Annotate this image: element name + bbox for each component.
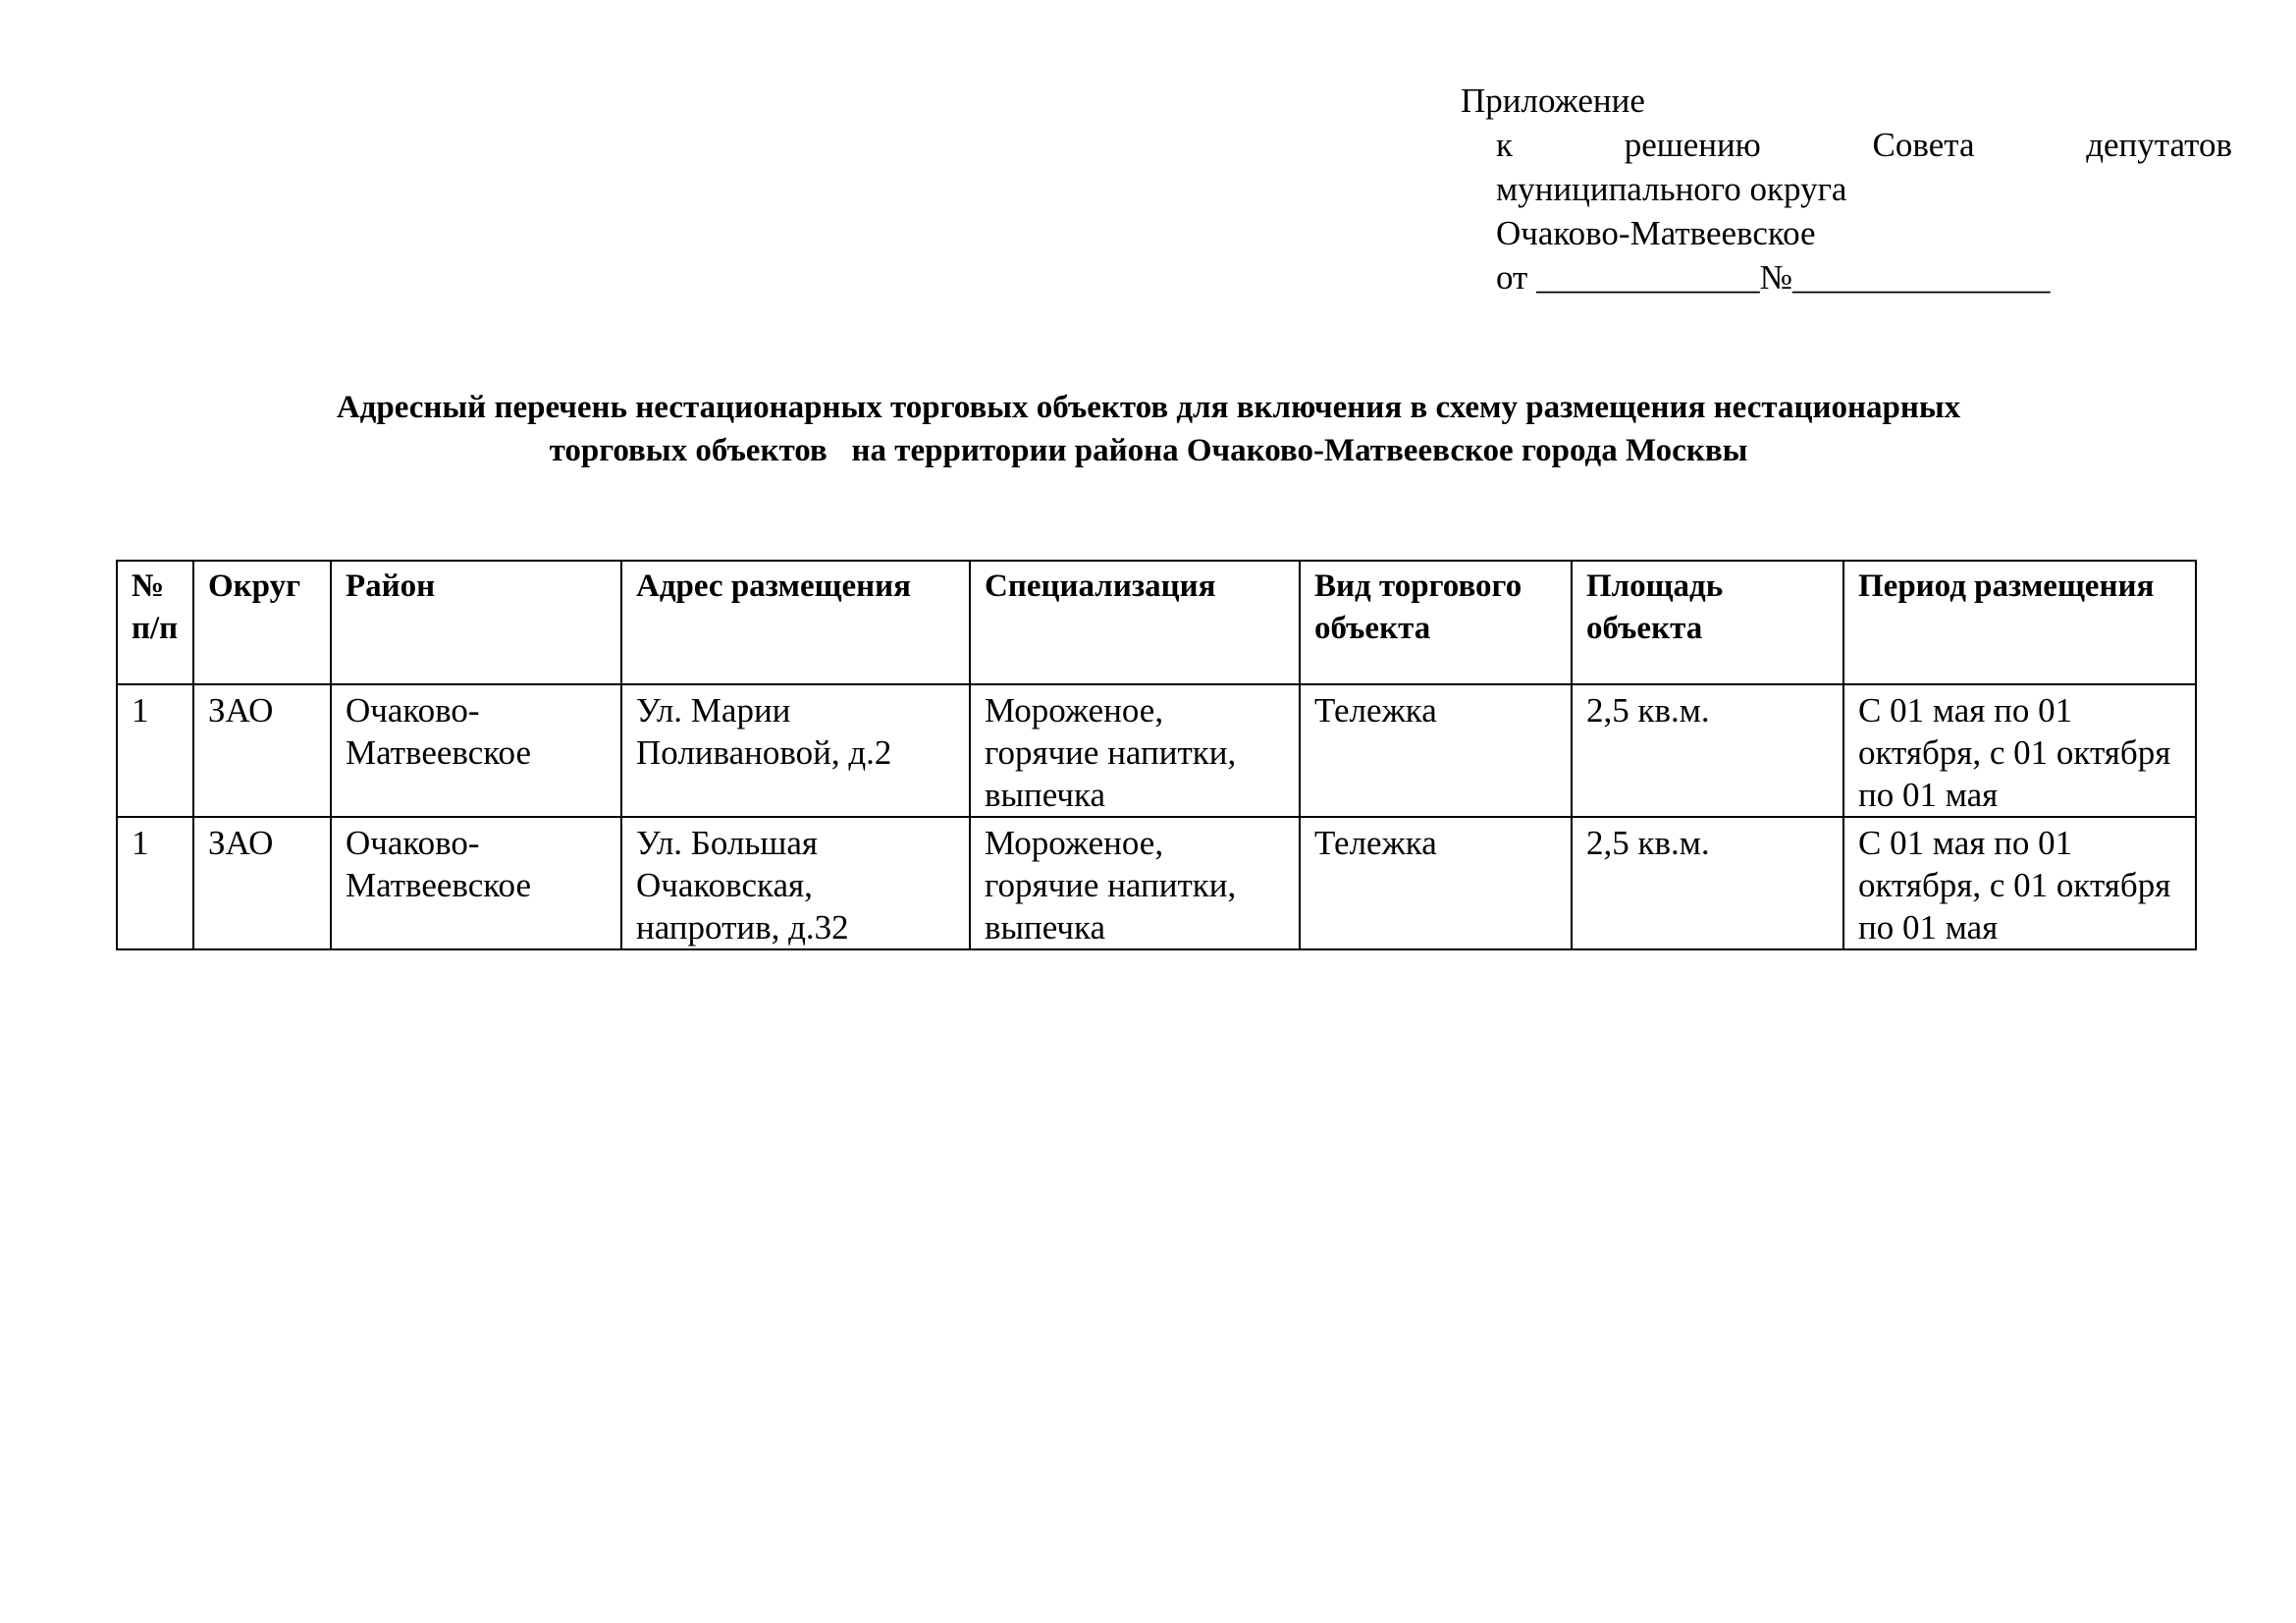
cell-number: 1 bbox=[117, 684, 193, 817]
cell-period: С 01 мая по 01 октября, с 01 октября по 01 мая bbox=[1843, 817, 2196, 949]
cell-district: Очаково-Матвеевское bbox=[331, 684, 621, 817]
table-header-row bbox=[117, 561, 2196, 684]
appendix-municipal-line: муниципального округа bbox=[1496, 170, 1847, 208]
appendix-word: к bbox=[1496, 126, 1514, 164]
cell-specialization: Мороженое, горячие напитки, выпечка bbox=[970, 684, 1300, 817]
cell-okrug: ЗАО bbox=[193, 817, 331, 949]
header-period: Период размещения bbox=[1843, 561, 2196, 684]
cell-specialization: Мороженое, горячие напитки, выпечка bbox=[970, 817, 1300, 949]
cell-district: Очаково-Матвеевское bbox=[331, 817, 621, 949]
table-row bbox=[117, 684, 2196, 817]
cell-address: Ул. Большая Очаковская, напротив, д.32 bbox=[621, 817, 970, 949]
cell-period: С 01 мая по 01 октября, с 01 октября по 01 мая bbox=[1843, 684, 2196, 817]
header-number: № п/п bbox=[117, 561, 193, 684]
appendix-block bbox=[1461, 79, 2232, 299]
document-title-line-1: Адресный перечень нестационарных торговых объектов для включения в схему размещения нестационарных bbox=[336, 390, 1961, 425]
header-area: Площадь объекта bbox=[1572, 561, 1843, 684]
header-object-type: Вид торгового объекта bbox=[1300, 561, 1572, 684]
cell-object-type: Тележка bbox=[1300, 817, 1572, 949]
cell-number: 1 bbox=[117, 817, 193, 949]
appendix-decision-line bbox=[1496, 123, 2232, 167]
cell-okrug: ЗАО bbox=[193, 684, 331, 817]
trade-objects-table bbox=[116, 560, 2197, 950]
appendix-word: Совета bbox=[1872, 126, 1975, 164]
header-address: Адрес размещения bbox=[621, 561, 970, 684]
cell-object-type: Тележка bbox=[1300, 684, 1572, 817]
appendix-word: решению bbox=[1624, 126, 1761, 164]
appendix-word: депутатов bbox=[2086, 126, 2232, 164]
appendix-date-number-line: от _____________№_______________ bbox=[1496, 258, 2051, 297]
table-row bbox=[117, 817, 2196, 949]
header-specialization: Специализация bbox=[970, 561, 1300, 684]
document-title-line-2: торговых объектов на территории района Очаково-Матвеевское города Москвы bbox=[549, 433, 1748, 468]
cell-address: Ул. Марии Поливановой, д.2 bbox=[621, 684, 970, 817]
header-district: Район bbox=[331, 561, 621, 684]
appendix-district-line: Очаково-Матвеевское bbox=[1496, 214, 1816, 252]
header-okrug: Округ bbox=[193, 561, 331, 684]
appendix-label: Приложение bbox=[1461, 81, 1645, 120]
document-title bbox=[137, 386, 2160, 472]
cell-area: 2,5 кв.м. bbox=[1572, 817, 1843, 949]
cell-area: 2,5 кв.м. bbox=[1572, 684, 1843, 817]
